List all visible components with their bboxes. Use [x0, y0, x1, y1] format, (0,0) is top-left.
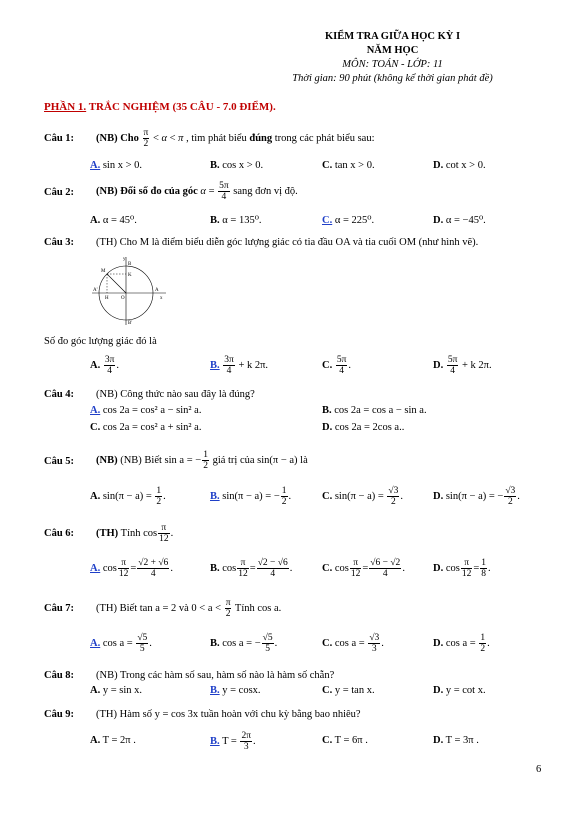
q9-option-d[interactable]: D. T = 3π .: [433, 735, 479, 746]
q2-option-d[interactable]: D. α = −45⁰.: [433, 215, 486, 226]
q3-option-a[interactable]: A. $\frac{3\pi}{4}$ .: [90, 355, 120, 376]
question-9-stem: (TH) Hàm số y = cos 3x tuần hoàn với chu kỳ bằng bao nhiêu?: [96, 709, 361, 720]
time-line: Thời gian: 90 phút (không kể thời gian phát đề): [292, 73, 493, 84]
question-8-label: Câu 8:: [44, 670, 75, 681]
q8-option-c[interactable]: C. y = tan x.: [322, 685, 375, 696]
svg-text:B: B: [128, 262, 132, 267]
q5-option-c[interactable]: C. sin(π − a) = $\frac{√3}{2}$ .: [322, 486, 403, 507]
q1-option-c[interactable]: C. tan x > 0.: [322, 160, 375, 171]
question-5-stem: (NB) (NB) Biết sin a = − $\frac{1}{2}$ giá trị của sin(π − a) là: [96, 450, 308, 471]
q1-option-a[interactable]: A. sin x > 0.: [90, 160, 143, 171]
question-8-stem: (NB) Trong các hàm số sau, hàm số nào là hàm số chẵn?: [96, 670, 335, 681]
q7-option-b[interactable]: B. cos a = − $\frac{√5}{5}$ .: [210, 633, 278, 654]
q2-option-c[interactable]: C. α = 225⁰.: [322, 215, 375, 226]
svg-text:H: H: [105, 296, 109, 301]
section-title: PHẦN 1. TRẮC NGHIỆM (35 CÂU - 7.0 ĐIỂM).: [44, 101, 276, 113]
svg-text:x: x: [160, 296, 163, 301]
q5-option-b[interactable]: B. sin(π − a) = − $\frac{1}{2}$ .: [210, 486, 292, 507]
page-number: 6: [536, 764, 542, 775]
svg-text:y: y: [123, 257, 126, 262]
q5-option-a[interactable]: A. sin(π − a) = $\frac{1}{2}$ .: [90, 486, 166, 507]
question-1-label: Câu 1:: [44, 133, 75, 144]
q4-option-d[interactable]: D. cos 2a = 2cos a..: [322, 422, 405, 433]
q9-option-a[interactable]: A. T = 2π .: [90, 735, 136, 746]
question-3-stem: (TH) Cho M là điểm biểu diễn góc lượng giác có tia đầu OA và tia cuối OM (như hình vẽ).: [96, 237, 479, 248]
q8-option-a[interactable]: A. y = sin x.: [90, 685, 143, 696]
q3-option-d[interactable]: D. $\frac{5\pi}{4}$ + k 2π.: [433, 355, 492, 376]
q8-option-b[interactable]: B. y = cosx.: [210, 685, 261, 696]
q4-option-b[interactable]: B. cos 2a = cos a − sin a.: [322, 405, 427, 416]
q3-option-b[interactable]: B. $\frac{3\pi}{4}$ + k 2π.: [210, 355, 269, 376]
question-2-label: Câu 2:: [44, 187, 75, 198]
svg-text:B': B': [128, 321, 133, 325]
q8-option-d[interactable]: D. y = cot x.: [433, 685, 486, 696]
q6-option-d[interactable]: D. cos $\frac{\pi}{12}$ = $\frac{1}{8}$ .: [433, 558, 491, 579]
question-1-stem: (NB) Cho $\frac{\pi}{2}$ < α < π , tìm phát biểu đúng trong các phát biểu sau:: [96, 128, 375, 149]
q5-option-d[interactable]: D. sin(π − a) = − $\frac{√3}{2}$ .: [433, 486, 520, 507]
q7-option-a[interactable]: A. cos a = $\frac{√5}{5}$ .: [90, 633, 152, 654]
question-3-ask: Số đo góc lượng giác đó là: [44, 336, 157, 347]
q4-option-a[interactable]: A. cos 2a = cos² a − sin² a.: [90, 405, 202, 416]
svg-text:O: O: [121, 296, 125, 301]
svg-text:A': A': [93, 288, 98, 293]
svg-text:A: A: [155, 288, 159, 293]
q9-option-c[interactable]: C. T = 6π .: [322, 735, 368, 746]
svg-text:M: M: [101, 269, 106, 274]
q4-option-c[interactable]: C. cos 2a = cos² a + sin² a.: [90, 422, 202, 433]
q6-option-a[interactable]: A. cos $\frac{\pi}{12}$ = $\frac{√2 + √6}{4}$ .: [90, 558, 173, 579]
question-4-stem: (NB) Công thức nào sau đây là đúng?: [96, 389, 255, 400]
q1-option-d[interactable]: D. cot x > 0.: [433, 160, 486, 171]
subject-line: MÔN: TOÁN - LỚP: 11: [342, 59, 443, 70]
unit-circle-figure: [90, 253, 170, 325]
q7-option-c[interactable]: C. cos a = $\frac{√3}{3}$ .: [322, 633, 384, 654]
question-6-label: Câu 6:: [44, 528, 75, 539]
question-7-stem: (TH) Biết tan a = 2 và 0 < a < $\frac{\pi}{2}$ Tính cos a.: [96, 598, 282, 619]
q2-option-a[interactable]: A. α = 45⁰.: [90, 215, 137, 226]
question-2-stem: (NB) Đổi số đo của góc α = $\frac{5\pi}{4}$ sang đơn vị độ.: [96, 181, 298, 202]
question-9-label: Câu 9:: [44, 709, 75, 720]
question-7-label: Câu 7:: [44, 603, 75, 614]
question-3-label: Câu 3:: [44, 237, 75, 248]
q7-option-d[interactable]: D. cos a = $\frac{1}{2}$ .: [433, 633, 490, 654]
q3-option-c[interactable]: C. $\frac{5\pi}{4}$ .: [322, 355, 352, 376]
question-4-label: Câu 4:: [44, 389, 75, 400]
question-6-stem: (TH) Tính cos $\frac{\pi}{12}$ .: [96, 523, 174, 544]
svg-text:K: K: [128, 273, 132, 278]
school-year: NĂM HỌC: [366, 45, 419, 56]
exam-title: KIỂM TRA GIỮA HỌC KỲ I: [324, 31, 461, 42]
q2-option-b[interactable]: B. α = 135⁰.: [210, 215, 262, 226]
question-5-label: Câu 5:: [44, 456, 75, 467]
q9-option-b[interactable]: B. T = $\frac{2\pi}{3}$ .: [210, 731, 256, 752]
q6-option-b[interactable]: B. cos $\frac{\pi}{12}$ = $\frac{√2 - √6}{4}$ .: [210, 558, 293, 579]
q6-option-c[interactable]: C. cos $\frac{\pi}{12}$ = $\frac{√6 - √2}{4}$ .: [322, 558, 405, 579]
q1-option-b[interactable]: B. cos x > 0.: [210, 160, 264, 171]
exam-header: [250, 30, 535, 86]
